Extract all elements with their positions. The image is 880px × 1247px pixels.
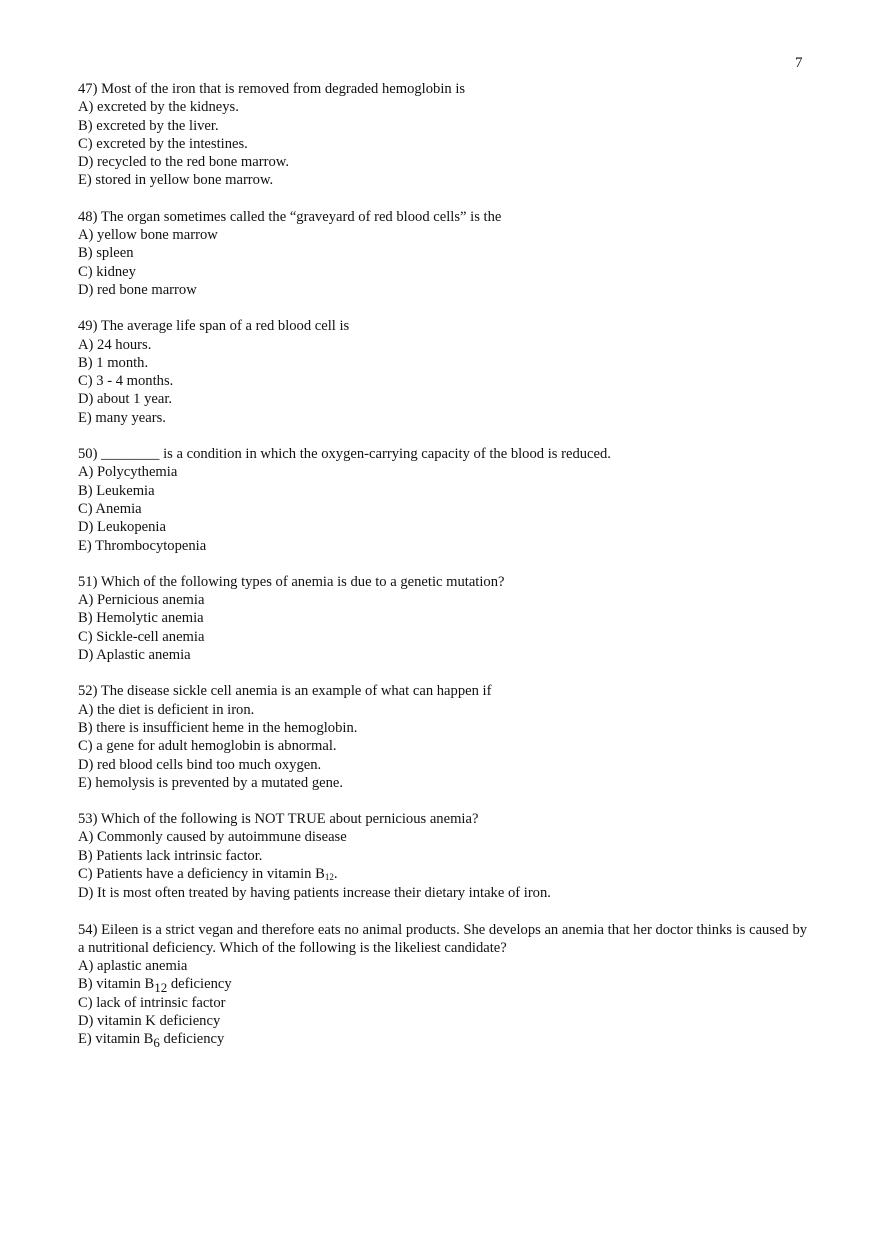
answer-option-b: B) there is insufficient heme in the hemoglobin.	[78, 719, 358, 736]
option-text-end: .	[333, 865, 338, 882]
answer-option-d: D) Leukopenia	[78, 519, 166, 536]
question-53	[78, 810, 808, 902]
answer-option-a: A) yellow bone marrow	[78, 227, 218, 244]
option-text-end: deficiency	[159, 1031, 225, 1048]
question-stem: 53) Which of the following is NOT TRUE about pernicious anemia?	[78, 811, 479, 828]
subscript: 12	[154, 980, 168, 996]
answer-option-b: B) Hemolytic anemia	[78, 610, 204, 627]
answer-option-c	[78, 865, 808, 884]
answer-option-a: A) Polycythemia	[78, 464, 178, 481]
answer-option-c: C) a gene for adult hemoglobin is abnormal.	[78, 738, 337, 755]
answer-option-a: A) aplastic anemia	[78, 958, 188, 975]
question-stem: 48) The organ sometimes called the “graveyard of red blood cells” is the	[78, 208, 502, 225]
answer-option-d: D) recycled to the red bone marrow.	[78, 154, 289, 171]
question-list	[78, 80, 808, 1067]
question-stem: 49) The average life span of a red blood cell is	[78, 318, 350, 335]
answer-option-a: A) excreted by the kidneys.	[78, 99, 239, 116]
answer-option-e: E) Thrombocytopenia	[78, 537, 207, 554]
answer-option-b: B) excreted by the liver.	[78, 117, 219, 134]
answer-option-d: D) red bone marrow	[78, 281, 197, 298]
option-text: E) vitamin B	[78, 1031, 154, 1048]
answer-option-a: A) Pernicious anemia	[78, 592, 205, 609]
page-number: 7	[795, 55, 803, 71]
question-48	[78, 208, 808, 299]
option-text-end: deficiency	[167, 976, 232, 993]
answer-option-b	[78, 975, 808, 996]
answer-option-c: C) Anemia	[78, 500, 142, 517]
question-52	[78, 682, 808, 792]
answer-option-c: C) 3 - 4 months.	[78, 373, 174, 390]
answer-option-b: B) Leukemia	[78, 482, 155, 499]
answer-option-e: E) many years.	[78, 409, 166, 426]
answer-option-d: D) about 1 year.	[78, 391, 173, 408]
option-text: C) Patients have a deficiency in vitamin B	[78, 865, 325, 882]
question-stem: 54) Eileen is a strict vegan and therefore eats no animal products. She develops an anemia that her doctor thinks is caused by a nutritional deficiency. Which of the following is the likeliest candidate?	[78, 921, 808, 956]
answer-option-d: D) red blood cells bind too much oxygen.	[78, 756, 322, 773]
answer-option-c: C) kidney	[78, 263, 136, 280]
answer-option-a: A) the diet is deficient in iron.	[78, 701, 255, 718]
answer-option-c: C) Sickle-cell anemia	[78, 628, 205, 645]
answer-option-b: B) 1 month.	[78, 354, 149, 371]
question-49	[78, 317, 808, 427]
question-stem: 47) Most of the iron that is removed from degraded hemoglobin is	[78, 81, 466, 97]
answer-option-d: D) vitamin K deficiency	[78, 1013, 221, 1030]
answer-option-c: C) excreted by the intestines.	[78, 135, 248, 152]
subscript: 6	[153, 1035, 160, 1051]
answer-option-d: D) Aplastic anemia	[78, 647, 191, 664]
question-stem: 52) The disease sickle cell anemia is an example of what can happen if	[78, 683, 492, 700]
answer-option-d: D) It is most often treated by having patients increase their dietary intake of iron.	[78, 885, 551, 902]
answer-option-e	[78, 1030, 808, 1051]
question-51	[78, 573, 808, 664]
answer-option-a: A) Commonly caused by autoimmune disease	[78, 829, 347, 846]
question-stem: 51) Which of the following types of anemia is due to a genetic mutation?	[78, 573, 505, 590]
answer-option-e: E) hemolysis is prevented by a mutated gene.	[78, 774, 344, 791]
option-text: B) vitamin B	[78, 976, 155, 993]
answer-option-e: E) stored in yellow bone marrow.	[78, 172, 274, 189]
question-stem: 50) ________ is a condition in which the oxygen-carrying capacity of the blood is reduced.	[78, 446, 611, 463]
answer-option-b: B) Patients lack intrinsic factor.	[78, 847, 263, 864]
answer-option-c: C) lack of intrinsic factor	[78, 994, 226, 1011]
question-47	[78, 80, 808, 190]
question-54	[78, 921, 808, 1049]
answer-option-b: B) spleen	[78, 245, 134, 262]
subscript: 12	[324, 871, 334, 882]
question-50	[78, 445, 808, 555]
answer-option-a: A) 24 hours.	[78, 336, 152, 353]
